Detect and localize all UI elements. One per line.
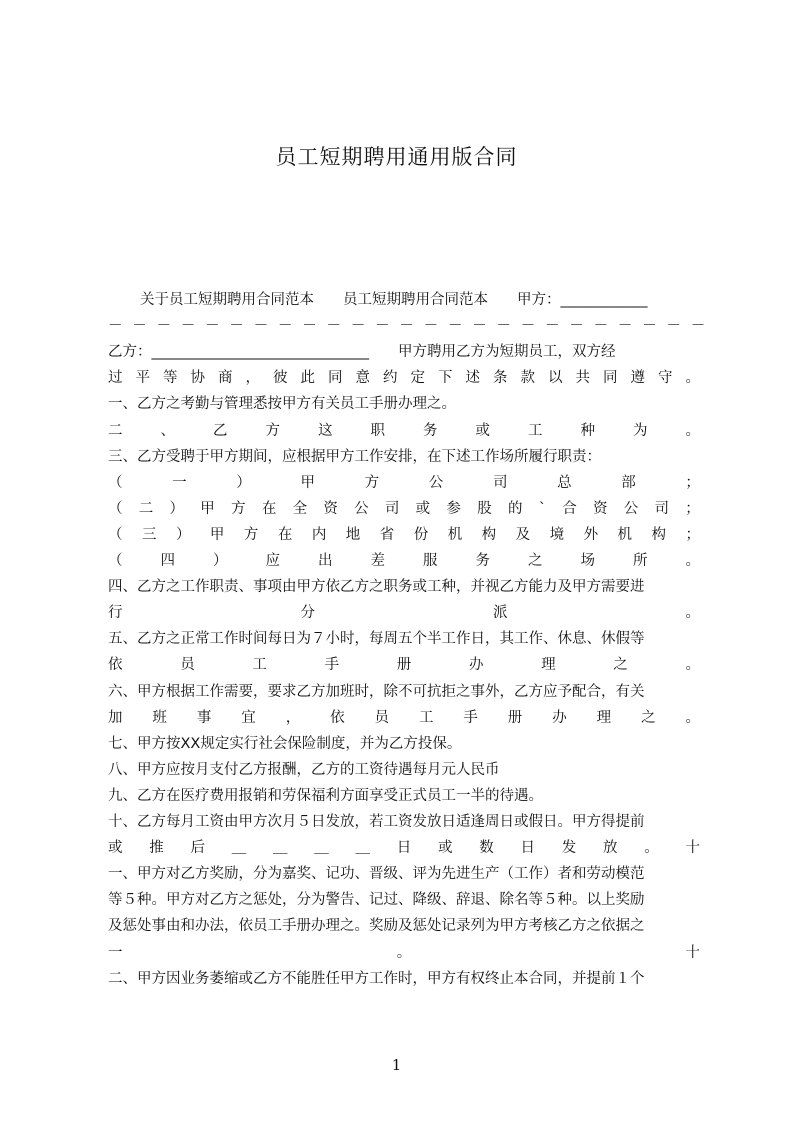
glyph: 甲 bbox=[209, 526, 225, 543]
body-line: 一、甲方对乙方奖励，分为嘉奖、记功、晋级、评为先进生产（工作）者和劳动模范 bbox=[108, 866, 645, 883]
glyph: 。 bbox=[644, 840, 659, 857]
glyph: 依 bbox=[108, 657, 123, 674]
glyph: 手 bbox=[324, 657, 340, 674]
glyph: － bbox=[350, 318, 366, 335]
glyph: 。 bbox=[685, 709, 700, 726]
glyph: 理 bbox=[596, 709, 612, 726]
body-line bbox=[108, 600, 700, 626]
glyph: 二 bbox=[138, 500, 154, 517]
body-line: 十、乙方每月工资由甲方次月５日发放，若工资发放日适逢周日或假日。甲方得提前 bbox=[108, 814, 645, 830]
glyph: 务 bbox=[475, 553, 490, 569]
glyph: 方 bbox=[231, 500, 246, 517]
glyph: 出 bbox=[318, 553, 333, 569]
glyph: 乙 bbox=[213, 422, 228, 439]
glyph: 过 bbox=[108, 370, 123, 387]
glyph: 务 bbox=[423, 422, 438, 439]
glyph: 机 bbox=[617, 526, 633, 543]
body-line bbox=[108, 522, 700, 548]
glyph: 工 bbox=[528, 422, 543, 439]
glyph: － bbox=[326, 318, 342, 335]
body-line bbox=[108, 940, 700, 966]
body-line: 三、乙方受聘于甲方期间，应根据甲方工作安排，在下述工作场所履行职责： bbox=[108, 448, 601, 465]
document-title: 员工短期聘用通用版合同 bbox=[275, 145, 518, 169]
glyph: － bbox=[375, 318, 390, 335]
body-line bbox=[108, 496, 700, 522]
glyph: 职 bbox=[370, 422, 385, 439]
glyph: ＿ bbox=[355, 840, 370, 857]
glyph: 在 bbox=[277, 526, 293, 543]
glyph: 平 bbox=[135, 370, 150, 387]
glyph: － bbox=[108, 318, 123, 335]
glyph: ） bbox=[213, 553, 228, 569]
glyph: 。 bbox=[685, 422, 700, 439]
glyph: 境 bbox=[549, 526, 565, 543]
glyph: 员 bbox=[374, 709, 390, 726]
glyph: － bbox=[156, 318, 172, 335]
glyph: 之 bbox=[528, 553, 543, 569]
glyph: 一 bbox=[108, 944, 123, 961]
glyph: 宜 bbox=[241, 709, 256, 726]
glyph: 等 bbox=[163, 370, 178, 387]
glyph: － bbox=[617, 318, 633, 335]
body-line: 关于员工短期聘用合同范本 员工短期聘用合同范本 甲方：____________ bbox=[140, 292, 648, 308]
glyph: （ bbox=[108, 526, 123, 543]
glyph: （ bbox=[108, 553, 123, 569]
glyph: － bbox=[472, 318, 487, 335]
glyph: 手 bbox=[463, 709, 478, 726]
glyph: 种 bbox=[580, 422, 595, 439]
glyph: 或 bbox=[108, 840, 123, 857]
body-line: 等５种。甲方对乙方之惩处，分为警告、记过、降级、辞退、除名等５种。以上奖励 bbox=[108, 892, 645, 909]
glyph: 司 bbox=[384, 500, 400, 517]
glyph: ， bbox=[245, 370, 260, 387]
glyph: 服 bbox=[423, 553, 438, 569]
glyph: 行 bbox=[108, 605, 123, 622]
glyph: 应 bbox=[265, 553, 280, 569]
glyph: 理 bbox=[541, 657, 556, 674]
glyph: － bbox=[569, 318, 584, 335]
glyph: 差 bbox=[370, 553, 385, 569]
glyph: 数 bbox=[479, 840, 494, 857]
glyph: 构 bbox=[651, 526, 666, 543]
body-line: 乙方：______________________________ 甲方聘用乙方为短期员工，双方经 bbox=[108, 344, 616, 361]
glyph: 协 bbox=[190, 370, 205, 387]
glyph: 总 bbox=[557, 474, 572, 491]
glyph: － bbox=[253, 318, 269, 335]
glyph: － bbox=[496, 318, 511, 335]
glyph: 依 bbox=[330, 709, 345, 726]
glyph: 或 bbox=[475, 422, 490, 439]
body-line: 四、乙方之工作职责、事项由甲方依乙方之职务或工种，并视乙方能力及甲方需要进 bbox=[108, 579, 645, 596]
glyph: 之 bbox=[613, 657, 628, 674]
glyph: － bbox=[229, 318, 244, 335]
glyph: 意 bbox=[355, 370, 370, 387]
glyph: 遵 bbox=[630, 370, 645, 387]
glyph: ） bbox=[169, 500, 185, 517]
glyph: 四 bbox=[160, 553, 175, 569]
glyph: 员 bbox=[180, 657, 195, 674]
glyph: 同 bbox=[328, 370, 343, 387]
glyph: 班 bbox=[152, 709, 167, 726]
glyph: 公 bbox=[354, 500, 369, 517]
glyph: 合 bbox=[562, 500, 577, 517]
body-line bbox=[108, 313, 706, 339]
glyph: ＿ bbox=[314, 840, 329, 857]
glyph: ； bbox=[685, 500, 700, 517]
glyph: 资 bbox=[323, 500, 338, 517]
glyph: 后 bbox=[190, 840, 205, 857]
body-line bbox=[108, 652, 700, 678]
glyph: 司 bbox=[492, 474, 508, 491]
glyph: 派 bbox=[493, 605, 508, 622]
glyph: 股 bbox=[477, 500, 492, 517]
body-line: 八、甲方应按月支付乙方报酬，乙方的工资待遇每月元人民币 bbox=[108, 761, 500, 778]
glyph: 分 bbox=[300, 605, 315, 622]
body-line bbox=[108, 470, 700, 496]
glyph: － bbox=[642, 318, 657, 335]
body-line: 五、乙方之正常工作时间每日为７小时，每周五个半工作日，其工作、休息、休假等 bbox=[108, 631, 645, 648]
body-line: 六、甲方根据工作需要，要求乙方加班时，除不可抗拒之事外，乙方应予配合，有关 bbox=[108, 683, 645, 700]
glyph: 构 bbox=[481, 526, 497, 543]
glyph: 。 bbox=[685, 605, 700, 622]
glyph: 册 bbox=[507, 709, 523, 726]
glyph: 公 bbox=[428, 474, 444, 491]
glyph: 机 bbox=[447, 526, 463, 543]
glyph: 部 bbox=[621, 474, 636, 491]
glyph: 省 bbox=[379, 526, 395, 543]
glyph: 彼 bbox=[273, 370, 288, 387]
glyph: 参 bbox=[446, 500, 461, 517]
glyph: － bbox=[423, 318, 439, 335]
glyph: 方 bbox=[364, 474, 380, 491]
glyph: 办 bbox=[552, 709, 567, 726]
glyph: 日 bbox=[520, 840, 535, 857]
glyph: 日 bbox=[396, 840, 412, 857]
glyph: 场 bbox=[580, 553, 595, 569]
body-line bbox=[108, 418, 700, 444]
glyph: 。 bbox=[685, 657, 700, 674]
glyph: 以 bbox=[548, 370, 563, 387]
glyph: 份 bbox=[413, 526, 429, 543]
glyph: 共 bbox=[575, 370, 590, 387]
glyph: ） bbox=[236, 474, 251, 491]
glyph: 之 bbox=[641, 709, 656, 726]
glyph: － bbox=[520, 318, 536, 335]
glyph: ＿ bbox=[273, 840, 288, 857]
glyph: 约 bbox=[383, 370, 398, 387]
glyph: － bbox=[666, 318, 681, 335]
glyph: 。 bbox=[685, 553, 700, 569]
glyph: ＿ bbox=[231, 840, 247, 857]
glyph: 十 bbox=[685, 944, 700, 961]
glyph: 甲 bbox=[300, 474, 315, 491]
glyph: － bbox=[545, 318, 560, 335]
glyph: 方 bbox=[265, 422, 280, 439]
glyph: 司 bbox=[654, 500, 670, 517]
glyph: 二 bbox=[108, 422, 123, 439]
body-line bbox=[108, 835, 700, 861]
glyph: ） bbox=[175, 526, 191, 543]
glyph: 条 bbox=[493, 370, 508, 387]
glyph: 商 bbox=[218, 370, 233, 387]
body-line bbox=[108, 548, 700, 574]
glyph: 为 bbox=[633, 422, 648, 439]
glyph: 或 bbox=[415, 500, 431, 517]
glyph: － bbox=[690, 318, 706, 335]
glyph: ； bbox=[685, 526, 700, 543]
glyph: 述 bbox=[465, 370, 480, 387]
glyph: 内 bbox=[311, 526, 327, 543]
glyph: 公 bbox=[623, 500, 639, 517]
glyph: 此 bbox=[300, 370, 315, 387]
glyph: － bbox=[180, 318, 196, 335]
glyph: 全 bbox=[292, 500, 308, 517]
glyph: 办 bbox=[468, 657, 484, 674]
page-number: 1 bbox=[391, 1056, 402, 1074]
glyph: 。 bbox=[685, 370, 700, 387]
glyph: － bbox=[277, 318, 293, 335]
glyph: 工 bbox=[418, 709, 434, 726]
glyph: 、 bbox=[160, 422, 175, 439]
glyph: ； bbox=[685, 474, 700, 491]
glyph: 发 bbox=[561, 840, 577, 857]
glyph: 资 bbox=[593, 500, 608, 517]
glyph: 事 bbox=[196, 709, 212, 726]
body-line: 一、乙方之考勤与管理悉按甲方有关员工手册办理之。 bbox=[108, 396, 456, 413]
glyph: 外 bbox=[583, 526, 599, 543]
glyph: 下 bbox=[438, 370, 453, 387]
glyph: 工 bbox=[252, 657, 267, 674]
glyph: － bbox=[447, 318, 463, 335]
glyph: 或 bbox=[438, 840, 453, 857]
glyph: （ bbox=[108, 500, 123, 517]
glyph: 这 bbox=[318, 422, 333, 439]
glyph: 定 bbox=[410, 370, 425, 387]
glyph: ` bbox=[538, 500, 546, 517]
glyph: 守 bbox=[658, 370, 673, 387]
glyph: （ bbox=[108, 474, 123, 491]
glyph: 款 bbox=[520, 370, 535, 387]
glyph: 在 bbox=[261, 500, 277, 517]
glyph: ， bbox=[285, 709, 301, 726]
glyph: 三 bbox=[141, 526, 157, 543]
glyph: 及 bbox=[515, 526, 531, 543]
glyph: 方 bbox=[243, 526, 259, 543]
glyph: 同 bbox=[603, 370, 618, 387]
glyph: － bbox=[399, 318, 414, 335]
body-line: 二、甲方因业务萎缩或乙方不能胜任甲方工作时，甲方有权终止本合同，并提前１个 bbox=[108, 970, 645, 987]
body-line bbox=[108, 705, 700, 731]
glyph: 甲 bbox=[200, 500, 215, 517]
body-line: 及惩处事由和办法，依员工手册办理之。奖励及惩处记录列为甲方考核乙方之依据之 bbox=[108, 918, 645, 935]
glyph: 。 bbox=[396, 944, 412, 961]
body-line bbox=[108, 365, 700, 391]
glyph: 所 bbox=[633, 553, 648, 569]
glyph: 推 bbox=[149, 840, 164, 857]
glyph: 册 bbox=[396, 657, 412, 674]
glyph: 加 bbox=[108, 709, 123, 726]
glyph: － bbox=[205, 318, 220, 335]
glyph: 一 bbox=[172, 474, 187, 491]
glyph: － bbox=[132, 318, 147, 335]
glyph: 地 bbox=[345, 526, 361, 543]
glyph: 的 bbox=[507, 500, 523, 517]
glyph: 放 bbox=[603, 840, 618, 857]
glyph: － bbox=[593, 318, 609, 335]
body-line: 七、甲方按XX规定实行社会保险制度，并为乙方投保。 bbox=[108, 735, 462, 752]
glyph: 十 bbox=[685, 840, 700, 857]
body-line: 九、乙方在医疗费用报销和劳保福利方面享受正式员工一半的待遇。 bbox=[108, 787, 543, 804]
glyph: － bbox=[302, 318, 317, 335]
